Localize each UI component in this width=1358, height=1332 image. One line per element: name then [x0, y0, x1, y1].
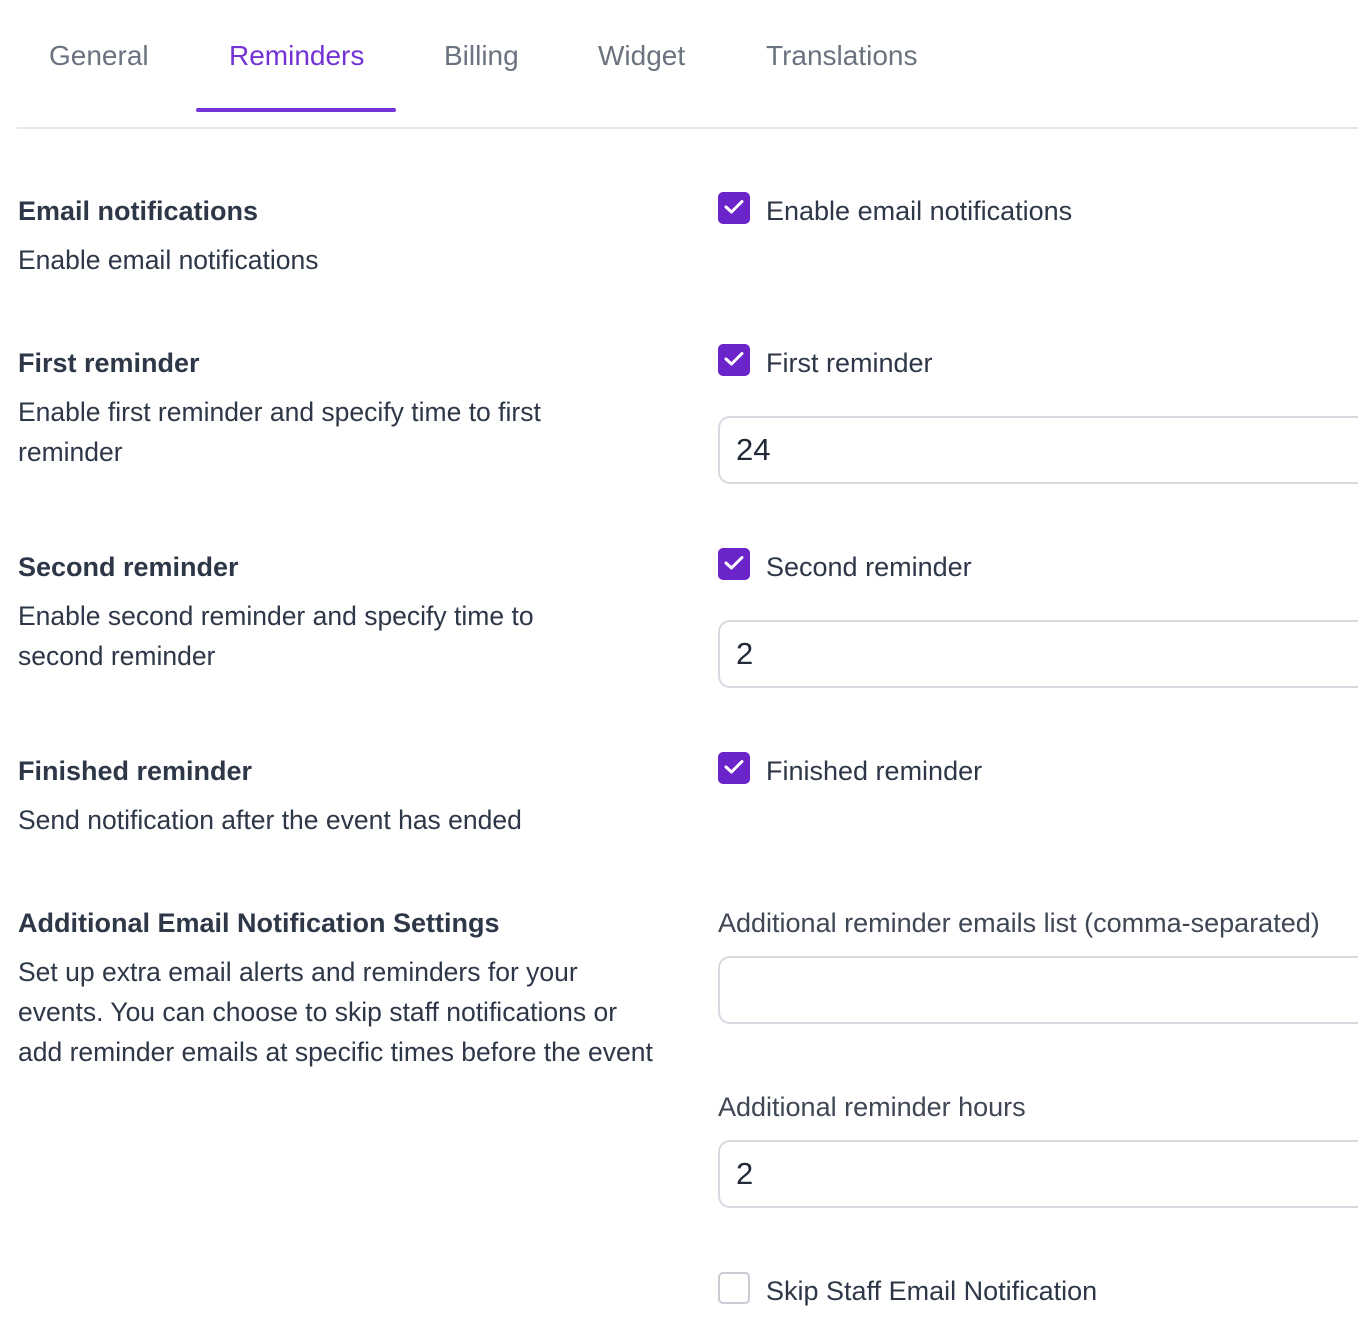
- first-reminder-hours-input[interactable]: [718, 416, 1358, 484]
- skip-staff-email-checkbox[interactable]: [718, 1272, 750, 1304]
- additional-hours-input[interactable]: [718, 1140, 1358, 1208]
- first-reminder-description: Enable first reminder and specify time to first reminder: [18, 397, 541, 467]
- tab-billing[interactable]: Billing: [444, 40, 519, 71]
- first-reminder-label[interactable]: First reminder: [766, 348, 933, 378]
- enable-email-notifications-label[interactable]: Enable email notifications: [766, 196, 1073, 226]
- tab-translations[interactable]: Translations: [766, 40, 918, 71]
- second-reminder-checkbox[interactable]: [718, 548, 750, 580]
- finished-reminder-description: Send notification after the event has ended: [18, 805, 522, 835]
- check-icon: [724, 351, 744, 367]
- skip-staff-email-label[interactable]: Skip Staff Email Notification: [766, 1276, 1098, 1306]
- email-notifications-description: Enable email notifications: [18, 245, 319, 275]
- enable-email-notifications-checkbox[interactable]: [718, 192, 750, 224]
- additional-settings-title: Additional Email Notification Settings: [18, 908, 500, 938]
- check-icon: [724, 199, 744, 215]
- finished-reminder-title: Finished reminder: [18, 756, 253, 786]
- additional-settings-description: Set up extra email alerts and reminders for your events. You can choose to skip staff notifications or add reminder emails at specific times before the event: [18, 957, 653, 1067]
- finished-reminder-checkbox[interactable]: [718, 752, 750, 784]
- second-reminder-label[interactable]: Second reminder: [766, 552, 972, 582]
- second-reminder-title: Second reminder: [18, 552, 239, 582]
- active-tab-indicator: [196, 108, 396, 112]
- additional-hours-label: Additional reminder hours: [718, 1092, 1026, 1122]
- tab-general[interactable]: General: [49, 40, 149, 71]
- check-icon: [724, 555, 744, 571]
- additional-emails-input[interactable]: [718, 956, 1358, 1024]
- second-reminder-description: Enable second reminder and specify time to second reminder: [18, 601, 534, 671]
- settings-tabs: [17, 0, 1358, 129]
- tab-widget[interactable]: Widget: [598, 40, 686, 71]
- first-reminder-title: First reminder: [18, 348, 200, 378]
- finished-reminder-label[interactable]: Finished reminder: [766, 756, 983, 786]
- check-icon: [724, 759, 744, 775]
- first-reminder-checkbox[interactable]: [718, 344, 750, 376]
- tab-reminders[interactable]: Reminders: [229, 40, 365, 71]
- second-reminder-hours-input[interactable]: [718, 620, 1358, 688]
- email-notifications-title: Email notifications: [18, 196, 259, 226]
- additional-emails-label: Additional reminder emails list (comma-separated): [718, 908, 1320, 938]
